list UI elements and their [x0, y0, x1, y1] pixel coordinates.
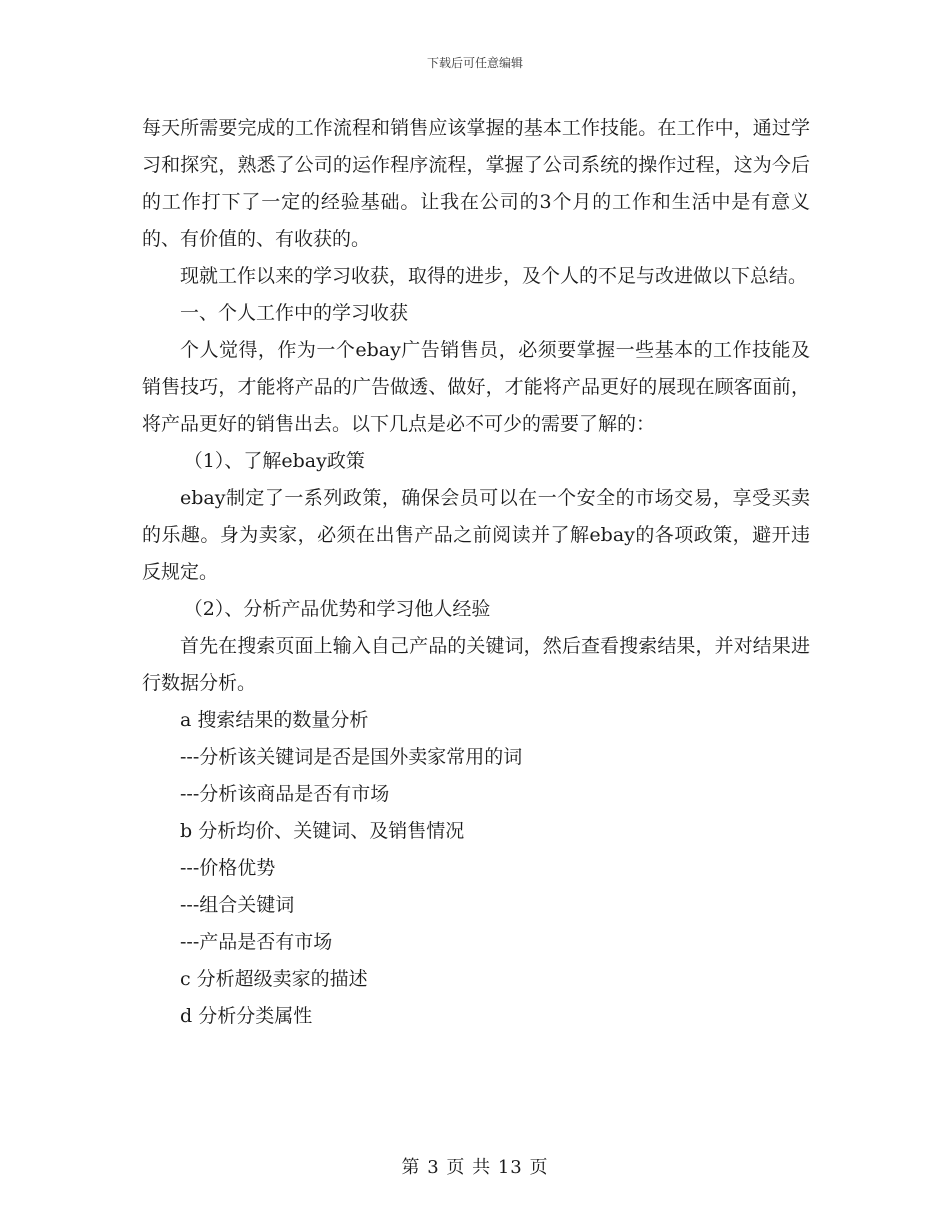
page-header: 下载后可任意编辑: [426, 56, 523, 70]
paragraph: ebay制定了一系列政策，确保会员可以在一个安全的市场交易，享受买卖的乐趣。身为卖家，必须在出售产品之前阅读并了解ebay的各项政策，避开违反规定。: [142, 487, 810, 583]
list-item: ---分析该关键词是否是国外卖家常用的词: [180, 746, 523, 768]
list-item: d 分析分类属性: [180, 1005, 313, 1027]
document-body: [142, 110, 810, 1035]
paragraph: 现就工作以来的学习收获，取得的进步，及个人的不足与改进做以下总结。: [180, 265, 808, 287]
list-item: ---分析该商品是否有市场: [180, 783, 390, 805]
paragraph: 每天所需要完成的工作流程和销售应该掌握的基本工作技能。在工作中，通过学习和探究，熟悉了公司的运作程序流程，掌握了公司系统的操作过程，这为今后的工作打下了一定的经验基础。让我在公司的3个月的工作和生活中是有意义的、有价值的、有收获的。: [142, 117, 810, 250]
list-item: c 分析超级卖家的描述: [180, 968, 368, 990]
subsection-heading: （2）、分析产品优势和学习他人经验: [183, 598, 491, 620]
subsection-heading: （1）、了解ebay政策: [183, 450, 365, 472]
list-item: ---产品是否有市场: [180, 931, 333, 953]
section-heading: 一、个人工作中的学习收获: [180, 302, 409, 324]
page-number-footer: 第 3 页 共 13 页: [401, 1157, 549, 1178]
list-item: ---组合关键词: [180, 894, 295, 916]
list-item: ---价格优势: [180, 857, 276, 879]
list-item: a 搜索结果的数量分析: [180, 709, 369, 731]
paragraph: 首先在搜索页面上输入自己产品的关键词，然后查看搜索结果，并对结果进行数据分析。: [142, 635, 810, 694]
paragraph: 个人觉得，作为一个ebay广告销售员，必须要掌握一些基本的工作技能及销售技巧，才能将产品的广告做透、做好，才能将产品更好的展现在顾客面前，将产品更好的销售出去。以下几点是必不可少的需要了解的：: [142, 339, 810, 435]
list-item: b 分析均价、关键词、及销售情况: [180, 820, 465, 842]
